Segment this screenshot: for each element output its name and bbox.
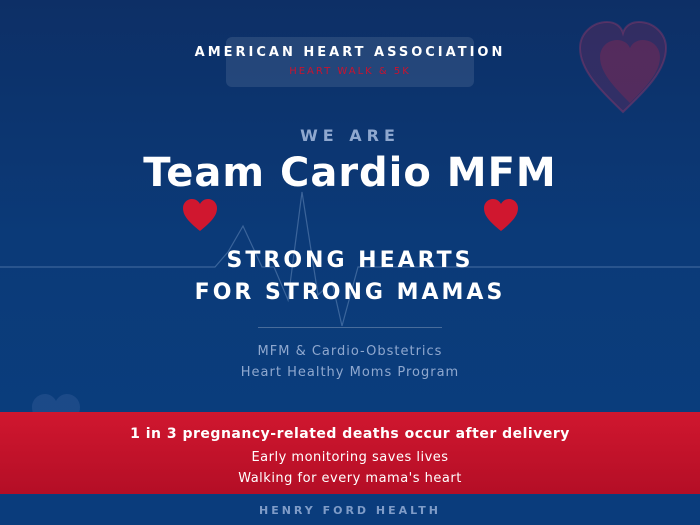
- divider: [258, 327, 442, 328]
- slogan-line-2: FOR STRONG MAMAS: [194, 280, 506, 305]
- banner-line-2: Walking for every mama's heart: [238, 471, 462, 486]
- event-name: HEART WALK & 5K: [289, 66, 411, 77]
- heart-icon: [180, 196, 220, 236]
- banner-line-1: Early monitoring saves lives: [251, 450, 449, 465]
- slogan-line-1: STRONG HEARTS: [226, 248, 474, 273]
- awareness-banner: [0, 412, 700, 494]
- eyebrow-text: WE ARE: [300, 126, 400, 145]
- heart-icon: [481, 196, 521, 236]
- banner-headline: 1 in 3 pregnancy-related deaths occur after delivery: [130, 426, 570, 442]
- program-line-1: MFM & Cardio-Obstetrics: [257, 344, 443, 359]
- footer: [0, 495, 700, 525]
- organization-name: AMERICAN HEART ASSOCIATION: [194, 45, 506, 60]
- team-name: Team Cardio MFM: [143, 150, 557, 196]
- program-line-2: Heart Healthy Moms Program: [240, 365, 460, 380]
- sponsor-name: HENRY FORD HEALTH: [258, 504, 442, 517]
